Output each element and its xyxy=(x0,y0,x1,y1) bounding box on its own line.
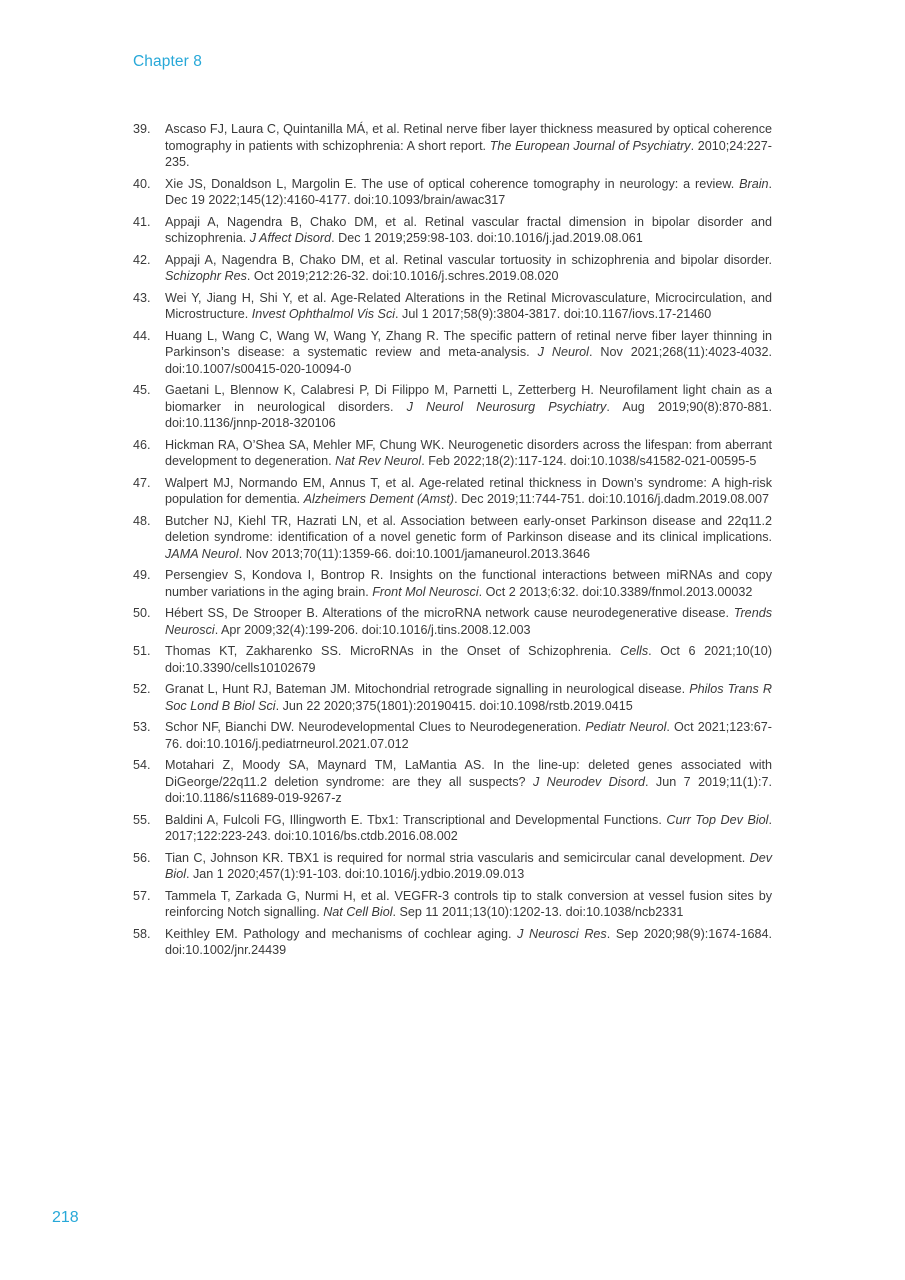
reference-citation: . Nov 2013;70(11):1359-66. doi:10.1001/jamaneurol.2013.3646 xyxy=(238,546,590,561)
reference-item xyxy=(133,121,772,171)
reference-text xyxy=(165,214,772,247)
reference-item xyxy=(133,719,772,752)
journal-title: Dev Biol xyxy=(165,850,772,881)
reference-body: Granat L, Hunt RJ, Bateman JM. Mitochondrial retrograde signalling in neurological disease. xyxy=(165,682,690,696)
reference-item xyxy=(133,926,772,959)
reference-number: 49. xyxy=(133,568,151,582)
reference-item xyxy=(133,328,772,378)
reference-number: 47. xyxy=(133,475,151,490)
reference-body: Gaetani L, Blennow K, Calabresi P, Di Filippo M, Parnetti L, Zetterberg H. Neurofilament light chain as a biomarker in neurological disorders. xyxy=(165,383,772,414)
reference-text xyxy=(165,926,772,959)
reference-citation: . Feb 2022;18(2):117-124. doi:10.1038/s41582-021-00595-5 xyxy=(421,454,757,468)
reference-citation: . Sep 2020;98(9):1674-1684. doi:10.1002/jnr.24439 xyxy=(165,926,772,957)
journal-title: J Neurosci Res xyxy=(517,926,607,941)
reference-number: 44. xyxy=(133,328,151,343)
reference-item xyxy=(133,605,772,638)
reference-item xyxy=(133,290,772,323)
journal-title: Philos Trans R Soc Lond B Biol Sci xyxy=(165,682,773,713)
reference-text xyxy=(165,328,772,378)
reference-body: Huang L, Wang C, Wang W, Wang Y, Zhang R. The specific pattern of retinal nerve fiber layer thinning in Parkinson’s disease: a systematic review and meta-analysis. xyxy=(165,328,772,359)
reference-item xyxy=(133,850,772,883)
reference-item xyxy=(133,643,772,676)
reference-item xyxy=(133,176,772,209)
reference-item xyxy=(133,513,772,563)
journal-title: Alzheimers Dement (Amst) xyxy=(303,492,455,506)
reference-number: 57. xyxy=(133,888,151,903)
reference-number: 45. xyxy=(133,383,151,397)
reference-citation: . Oct 2 2013;6:32. doi:10.3389/fnmol.2013.00032 xyxy=(478,584,753,599)
reference-text xyxy=(165,888,772,921)
reference-number: 43. xyxy=(133,290,151,305)
reference-item xyxy=(133,757,772,807)
journal-title: J Neurol Neurosurg Psychiatry xyxy=(406,399,607,414)
reference-body: Hickman RA, O’Shea SA, Mehler MF, Chung WK. Neurogenetic disorders across the lifespan: from aberrant development to degeneration. xyxy=(165,437,772,468)
reference-item xyxy=(133,567,772,600)
journal-title: Brain xyxy=(739,176,769,191)
journal-title: Nat Cell Biol xyxy=(323,905,393,919)
reference-citation: . Jan 1 2020;457(1):91-103. doi:10.1016/j.ydbio.2019.09.013 xyxy=(186,867,525,881)
reference-citation: . Oct 2019;212:26-32. doi:10.1016/j.schres.2019.08.020 xyxy=(246,269,559,283)
reference-text xyxy=(165,681,772,714)
page-number: 218 xyxy=(52,1209,79,1226)
reference-item xyxy=(133,437,772,470)
reference-text xyxy=(165,643,772,676)
reference-body: Hébert SS, De Strooper B. Alterations of the microRNA network cause neurodegenerative disease. xyxy=(165,606,734,620)
reference-body: Persengiev S, Kondova I, Bontrop R. Insights on the functional interactions between miRNAs and copy number variations in the aging brain. xyxy=(165,568,772,599)
reference-body: Ascaso FJ, Laura C, Quintanilla MÁ, et al. Retinal nerve fiber layer thickness measured by optical coherence tomography in patients with schizophrenia: A short report. xyxy=(165,122,772,153)
reference-text xyxy=(165,850,772,883)
reference-text xyxy=(165,719,772,752)
reference-item xyxy=(133,475,772,508)
reference-text xyxy=(165,290,772,323)
reference-number: 51. xyxy=(133,644,151,658)
reference-citation: . Nov 2021;268(11):4023-4032. doi:10.1007/s00415-020-10094-0 xyxy=(165,345,772,376)
reference-citation: . Dec 2019;11:744-751. doi:10.1016/j.dadm.2019.08.007 xyxy=(454,492,769,506)
journal-title: Invest Ophthalmol Vis Sci xyxy=(251,307,396,321)
reference-number: 50. xyxy=(133,606,151,620)
reference-body: Baldini A, Fulcoli FG, Illingworth E. Tbx1: Transcriptional and Developmental Functions. xyxy=(165,812,667,827)
reference-number: 58. xyxy=(133,926,151,941)
reference-number: 39. xyxy=(133,122,151,136)
reference-body: Appaji A, Nagendra B, Chako DM, et al. Retinal vascular fractal dimension in bipolar disorder and schizophrenia. xyxy=(165,214,772,245)
reference-text xyxy=(165,176,772,209)
reference-body: Butcher NJ, Kiehl TR, Hazrati LN, et al. Association between early-onset Parkinson disease and 22q11.2 deletion syndrome: identification of a novel genetic form of Parkinson disease and its clinical implications. xyxy=(165,513,772,544)
journal-title: Schizophr Res xyxy=(165,269,247,283)
reference-citation: . Sep 11 2011;13(10):1202-13. doi:10.1038/ncb2331 xyxy=(392,905,684,919)
journal-title: Nat Rev Neurol xyxy=(335,454,422,468)
reference-body: Motahari Z, Moody SA, Maynard TM, LaMantia AS. In the line-up: deleted genes associated with DiGeorge/22q11.2 deletion syndrome: are they all suspects? xyxy=(165,758,772,789)
reference-list xyxy=(133,121,772,964)
reference-item xyxy=(133,252,772,285)
reference-citation: . Jun 22 2020;375(1801):20190415. doi:10.1098/rstb.2019.0415 xyxy=(275,698,633,713)
reference-item xyxy=(133,681,772,714)
journal-title: J Affect Disord xyxy=(249,231,332,245)
reference-number: 54. xyxy=(133,758,151,772)
reference-number: 41. xyxy=(133,214,151,229)
journal-title: J Neurol xyxy=(537,345,589,359)
reference-body: Wei Y, Jiang H, Shi Y, et al. Age-Related Alterations in the Retinal Microvasculature, Microcirculation, and Microstructure. xyxy=(165,290,772,321)
reference-body: Appaji A, Nagendra B, Chako DM, et al. Retinal vascular tortuosity in schizophrenia and bipolar disorder. xyxy=(165,252,772,267)
reference-citation: . Jun 7 2019;11(1):7. doi:10.1186/s11689-019-9267-z xyxy=(165,774,772,805)
reference-item xyxy=(133,214,772,247)
reference-number: 42. xyxy=(133,252,151,267)
reference-body: Keithley EM. Pathology and mechanisms of cochlear aging. xyxy=(165,926,518,941)
reference-citation: . 2010;24:227-235. xyxy=(165,138,772,169)
reference-citation: . Apr 2009;32(4):199-206. doi:10.1016/j.tins.2008.12.003 xyxy=(214,622,531,637)
journal-title: JAMA Neurol xyxy=(165,546,239,561)
running-head-chapter: Chapter 8 xyxy=(133,53,202,70)
reference-number: 52. xyxy=(133,682,151,696)
reference-citation: . Dec 19 2022;145(12):4160-4177. doi:10.1093/brain/awac317 xyxy=(165,176,772,207)
reference-text xyxy=(165,252,772,285)
reference-body: Walpert MJ, Normando EM, Annus T, et al. Age-related retinal thickness in Down’s syndrome: A high-risk population for dementia. xyxy=(165,475,772,506)
reference-text xyxy=(165,475,772,508)
reference-number: 56. xyxy=(133,850,151,865)
reference-text xyxy=(165,812,772,845)
reference-body: Tian C, Johnson KR. TBX1 is required for normal stria vascularis and semicircular canal development. xyxy=(165,850,750,865)
reference-text xyxy=(165,605,772,638)
reference-citation: . Oct 6 2021;10(10) doi:10.3390/cells10102679 xyxy=(165,644,773,675)
reference-text xyxy=(165,121,772,171)
reference-citation: . 2017;122:223-243. doi:10.1016/bs.ctdb.2016.08.002 xyxy=(165,812,772,843)
reference-text xyxy=(165,382,772,432)
journal-title: J Neurodev Disord xyxy=(532,774,646,789)
journal-title: The European Journal of Psychiatry xyxy=(489,138,691,153)
journal-title: Front Mol Neurosci xyxy=(372,584,479,599)
reference-body: Thomas KT, Zakharenko SS. MicroRNAs in the Onset of Schizophrenia. xyxy=(165,644,621,658)
reference-number: 48. xyxy=(133,513,151,528)
reference-body: Xie JS, Donaldson L, Margolin E. The use of optical coherence tomography in neurology: a review. xyxy=(165,176,740,191)
journal-title: Cells xyxy=(620,644,649,658)
journal-title: Trends Neurosci xyxy=(165,606,772,637)
reference-body: Schor NF, Bianchi DW. Neurodevelopmental Clues to Neurodegeneration. xyxy=(165,720,586,734)
reference-number: 46. xyxy=(133,437,151,452)
reference-text xyxy=(165,513,772,563)
journal-title: Curr Top Dev Biol xyxy=(666,812,769,827)
reference-text xyxy=(165,757,772,807)
reference-number: 55. xyxy=(133,812,151,827)
reference-item xyxy=(133,888,772,921)
reference-citation: . Oct 2021;123:67-76. doi:10.1016/j.pediatrneurol.2021.07.012 xyxy=(165,720,772,751)
reference-citation: . Jul 1 2017;58(9):3804-3817. doi:10.1167/iovs.17-21460 xyxy=(395,307,712,321)
reference-citation: . Aug 2019;90(8):870-881. doi:10.1136/jnnp-2018-320106 xyxy=(165,399,773,430)
reference-item xyxy=(133,382,772,432)
journal-title: Pediatr Neurol xyxy=(585,720,667,734)
reference-number: 40. xyxy=(133,176,151,191)
reference-citation: . Dec 1 2019;259:98-103. doi:10.1016/j.jad.2019.08.061 xyxy=(331,231,643,245)
reference-item xyxy=(133,812,772,845)
reference-number: 53. xyxy=(133,720,151,734)
reference-text xyxy=(165,567,772,600)
reference-body: Tammela T, Zarkada G, Nurmi H, et al. VEGFR-3 controls tip to stalk conversion at vessel fusion sites by reinforcing Notch signalling. xyxy=(165,888,772,919)
reference-text xyxy=(165,437,772,470)
